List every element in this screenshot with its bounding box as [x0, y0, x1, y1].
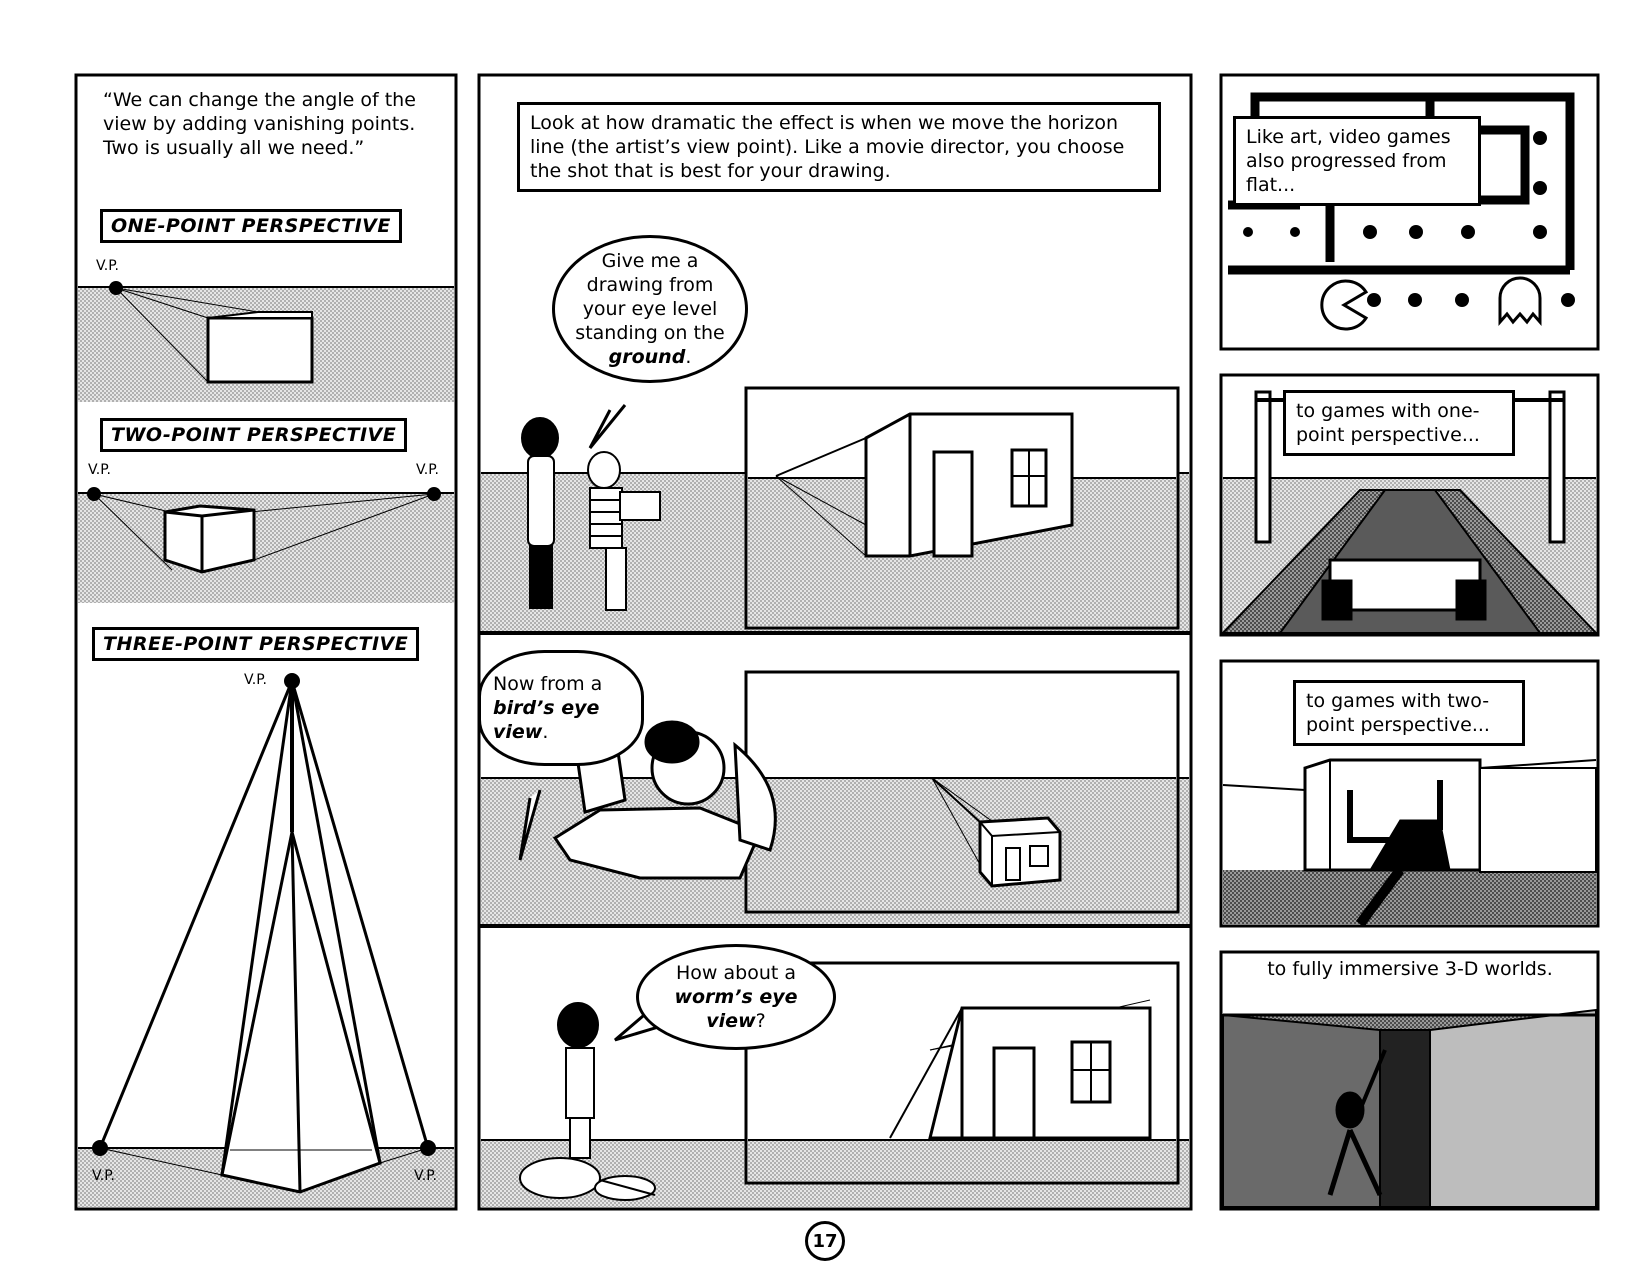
one-point-vp-dot [109, 281, 123, 295]
speech-bubble-ground [552, 235, 748, 383]
immersive-3d-caption: to fully immersive 3-D worlds. [1267, 958, 1553, 980]
vp-label: V.P. [88, 462, 111, 478]
vp-label: V.P. [244, 672, 267, 688]
speech-bubble-birds-eye [478, 650, 644, 766]
immersive-3d-world-drawing [1223, 1010, 1596, 1207]
vp-label: V.P. [96, 258, 119, 274]
bubble-bird-end: . [542, 721, 549, 743]
speech-bubble-worms-eye [636, 944, 836, 1050]
three-point-perspective-label: THREE-POINT PERSPECTIVE [92, 627, 419, 661]
bubble-worm-emphasis: worm’s eye view [674, 986, 798, 1032]
ghost-icon [1500, 278, 1540, 322]
page-number: 17 [805, 1221, 845, 1261]
one-point-perspective-label: ONE-POINT PERSPECTIVE [100, 209, 402, 243]
two-point-ground [78, 493, 454, 603]
vp-label: V.P. [92, 1168, 115, 1184]
bubble-bird-emphasis: bird’s eye view [493, 697, 600, 743]
bubble-bird-text: Now from a [493, 673, 603, 695]
two-point-perspective-label: TWO-POINT PERSPECTIVE [100, 418, 407, 452]
bubble-worm-end: ? [755, 1010, 766, 1032]
one-point-games-caption: to games with one-point perspective... [1283, 390, 1515, 456]
bubble-ground-emphasis: ground [608, 346, 686, 368]
vp-label: V.P. [416, 462, 439, 478]
bubble-worm-text: How about a [676, 962, 796, 984]
bubble-ground-end: . [685, 346, 692, 368]
flat-games-caption: Like art, video games also progressed from flat... [1233, 116, 1481, 206]
vp-label: V.P. [414, 1168, 437, 1184]
two-point-games-caption: to games with two-point perspective... [1293, 680, 1525, 746]
bubble-ground-text: Give me a drawing from your eye level standing on the [575, 250, 725, 344]
horizon-line-caption: Look at how dramatic the effect is when we move the horizon line (the artist’s view point). Like a movie director, you choose the shot that is best for your drawing. [517, 102, 1161, 192]
perspective-intro-text: “We can change the angle of the view by adding vanishing points. Two is usually all we need.” [103, 89, 416, 159]
